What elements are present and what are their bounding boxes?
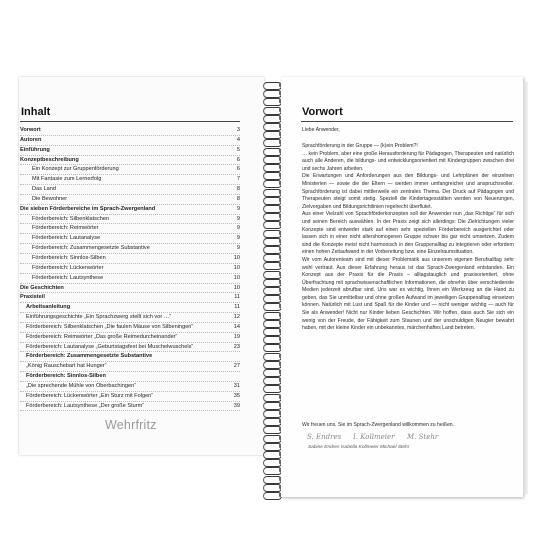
toc-entry-page: 10: [233, 264, 240, 271]
spiral-ring: [262, 426, 282, 433]
spiral-ring: [262, 344, 282, 351]
toc-entry: [20, 293, 240, 303]
spiral-ring: [262, 230, 282, 237]
spiral-ring: [262, 82, 282, 89]
spiral-ring: [262, 197, 282, 204]
toc-title: Inhalt: [21, 106, 51, 118]
toc-entry-label: Ein Konzept zur Gruppenförderung: [32, 166, 119, 173]
toc-entry: [20, 274, 240, 284]
toc-entry: [20, 362, 240, 372]
toc-entry: [20, 234, 240, 244]
toc-entry-label: Förderbereich: Reimwörter „Das große Reimedurcheinander“: [26, 333, 178, 340]
toc-entry-label: Förderbereich: Zusammengesetzte Substantive: [32, 245, 150, 252]
toc-entry-page: 14: [233, 323, 240, 330]
spiral-ring: [262, 459, 282, 466]
spiral-ring: [262, 320, 282, 327]
toc-entry: [20, 205, 240, 215]
spiral-ring: [262, 238, 282, 245]
toc-entry-page: 39: [233, 402, 240, 409]
toc-entry: [20, 392, 240, 402]
spiral-ring: [262, 435, 282, 442]
spiral-ring: [262, 476, 282, 483]
toc-entry-page: 10: [233, 274, 240, 281]
toc-entry-label: Einführung: [20, 146, 50, 153]
spiral-ring: [262, 394, 282, 401]
spiral-ring: [262, 443, 282, 450]
spiral-ring: [262, 385, 282, 392]
spiral-ring: [262, 213, 282, 220]
table-of-contents: [20, 126, 240, 411]
spiral-ring: [262, 402, 282, 409]
vorwort-paragraph: Wir vom Autorenteam sind mit dieser Problematik aus unserem eigenen Berufsalltag sehr wohl vertraut. Aus dieser Erfahrung heraus ist das Sprach-Zwergenland entstanden. Ein Konzept aus der Praxis für die Praxis – alltagstauglich und praxisorientiert, ohne Überfrachtung mit sprachwissenschaftlichen Informationen, die ohnehin über verschiedenste Medien jederzeit abrufbar sind. Uns war es wichtig, Ihnen ein Werkzeug an die Hand zu geben, das Sie unmittelbar und ohne großen Aufwand im jeweiligen Gruppenalltag einsetzen können. Natürlich mit Lust und Spaß für die Kinder und — nicht weniger wichtig — auch für Sie als Anwender! Nicht nur Kinder lieben Geschichten. Wir hoffen, dass auch Sie sich ein wenig von der Freude, der Fähigkeit zum Staunen und der unschuldigen Neugier bewahrt haben, mit der kleine Kinder ein unbekanntes, märchenhaftes Land betreten.: [302, 256, 514, 332]
toc-entry-page: 4: [236, 136, 240, 143]
toc-entry-label: Konzeptbeschreibung: [20, 156, 79, 163]
toc-entry: [20, 224, 240, 234]
closing-line: Wir freuen uns, Sie im Sprach-Zwergenland willkommen zu heißen.: [302, 422, 455, 428]
vorwort-paragraph: Aus einer Vielzahl von Sprachförderkonzepten soll der Anwender nun „das Richtige“ für sich und seinen Bereich auswählen. In der Praxis zeigt sich allerdings: Die Zielrichtungen vieler Konzepte sind entweder stark auf einen sehr speziellen Förderbereich ausgerichtet oder lassen sich in einer nicht altershomogenen Gruppe schwer bis gar nicht umsetzen. Zudem sind die Konzepte meist nicht harmonisch in den Gruppenalltag zu integrieren oder erfordern einen hohen Zeitaufwand in der Vorbereitung bzw. eine Einzelraumsituation.: [302, 211, 514, 256]
toc-entry-label: Praxisteil: [20, 294, 45, 301]
spiral-ring: [262, 148, 282, 155]
spiral-ring: [262, 328, 282, 335]
spiral-ring: [262, 115, 282, 122]
spiral-ring: [262, 271, 282, 278]
toc-entry-page: 9: [236, 245, 240, 252]
spiral-ring: [262, 287, 282, 294]
toc-entry-page: 11: [234, 294, 240, 301]
toc-entry-label: Arbeitsanleitung: [26, 304, 71, 311]
spiral-ring: [262, 98, 282, 105]
toc-entry: [20, 175, 240, 185]
spiral-ring: [262, 410, 282, 417]
toc-entry: [20, 215, 240, 225]
toc-entry: [20, 126, 240, 136]
spiral-ring: [262, 353, 282, 360]
spiral-ring: [262, 418, 282, 425]
spiral-ring: [262, 221, 282, 228]
toc-entry: [20, 352, 240, 362]
spiral-ring: [262, 312, 282, 319]
toc-entry: [20, 165, 240, 175]
toc-entry: [20, 254, 240, 264]
toc-entry-page: 3: [236, 127, 240, 133]
toc-entry-label: Förderbereich: Lautsynthese: [32, 274, 104, 281]
toc-divider: [20, 121, 240, 122]
toc-entry-page: 10: [233, 254, 240, 261]
toc-entry-page: 5: [236, 146, 240, 153]
spiral-ring: [262, 189, 282, 196]
signature: I. Kollmeier: [353, 433, 395, 441]
toc-entry-page: 9: [236, 235, 240, 242]
toc-entry-page: 31: [233, 382, 240, 389]
toc-entry: [20, 195, 240, 205]
signature: M. Stehr: [407, 433, 439, 441]
toc-entry-label: Mit Fantasie zum Lernerfolg: [32, 176, 102, 183]
toc-entry: [20, 323, 240, 333]
spiral-ring: [262, 467, 282, 474]
spiral-ring: [262, 246, 282, 253]
spiral-ring: [262, 361, 282, 368]
toc-entry-label: Autoren: [20, 136, 42, 143]
spiral-ring: [262, 90, 282, 97]
spiral-ring: [262, 451, 282, 458]
toc-entry: [20, 156, 240, 166]
toc-entry: [20, 146, 240, 156]
spiral-ring: [262, 336, 282, 343]
toc-entry-page: 10: [233, 284, 240, 291]
toc-entry-label: Förderbereich: Zusammengesetzte Substantive: [26, 353, 153, 360]
toc-entry: [20, 382, 240, 392]
vorwort-body: [302, 143, 514, 333]
spiral-ring: [262, 484, 282, 491]
toc-entry-page: 35: [233, 392, 240, 399]
toc-entry-page: 23: [233, 343, 240, 350]
toc-entry-label: Das Land: [32, 186, 56, 193]
toc-entry: [20, 303, 240, 313]
toc-entry-label: Förderbereich: Silbenklatschen: [32, 215, 110, 222]
toc-entry-label: Förderbereich: Sinnlos-Silben: [26, 373, 106, 380]
toc-entry-label: Förderbereich: Reimwörter: [32, 225, 99, 232]
signature-names: Sabine Endres Isabella Kollmeier Michael Stehr: [308, 445, 410, 450]
toc-entry-label: Förderbereich: Lautanalyse „Geburtstagsfest bei Muschelwuschels“: [26, 343, 194, 350]
toc-entry-page: 11: [234, 304, 240, 311]
publisher-logo: Wehrfritz: [105, 418, 157, 432]
toc-entry: [20, 333, 240, 343]
toc-entry-label: Förderbereich: Lückenwörter: [32, 264, 104, 271]
toc-entry: [20, 372, 240, 382]
spiral-ring: [262, 369, 282, 376]
vorwort-paragraph: Die Erwartungen und Anforderungen aus den Bildungs- und Lehrplänen der einzelnen Ministerien — sowie die der Eltern — werden immer umfangreicher und anspruchsvoller. Sprachförderung ist dabei mittlerweile ein zentrales Thema. Der Druck auf Pädagogen und Therapeuten steigt somit stetig. Speziell die Kindertagesstätten werden von Neuerungen, Zielvorgaben und Bildungsrichtlinien regelrecht überflutet.: [302, 173, 514, 210]
toc-entry-label: Einführungsgeschichte „Ein Sprachzwerg stellt sich vor …“: [26, 314, 172, 321]
toc-entry-page: 27: [233, 363, 240, 370]
spiral-ring: [262, 172, 282, 179]
toc-entry-page: 6: [236, 166, 240, 173]
spiral-ring: [262, 295, 282, 302]
toc-entry-page: 9: [236, 205, 240, 212]
toc-entry-label: Förderbereich: Silbenklatschen „Die faulen Mäuse von Silbeningen“: [26, 323, 194, 330]
spiral-ring: [262, 303, 282, 310]
toc-entry: [20, 313, 240, 323]
spiral-ring: [262, 205, 282, 212]
toc-entry-label: Die Bewohner: [32, 195, 68, 202]
spiral-ring: [262, 492, 282, 499]
handwritten-signatures: [307, 433, 477, 445]
vorwort-title: Vorwort: [302, 106, 343, 118]
toc-entry-label: Vorwort: [20, 127, 41, 133]
toc-entry: [20, 343, 240, 353]
toc-entry-page: 9: [236, 215, 240, 222]
toc-entry: [20, 264, 240, 274]
toc-entry-label: Die sieben Förderbereiche im Sprach-Zwergenland: [20, 205, 156, 212]
toc-entry-label: Förderbereich: Lautsynthese „Der große Sturm“: [26, 402, 145, 409]
spiral-ring: [262, 139, 282, 146]
greeting: Liebe Anwender,: [302, 127, 340, 133]
toc-entry: [20, 284, 240, 294]
toc-entry-page: 6: [236, 156, 240, 163]
spiral-ring: [262, 254, 282, 261]
toc-entry-page: 12: [233, 314, 240, 321]
spiral-ring: [262, 156, 282, 163]
toc-entry-label: Förderbereich: Lückenwörter „Ein Sturz mit Folgen“: [26, 392, 154, 399]
toc-entry-label: Förderbereich: Lautanalyse: [32, 235, 101, 242]
page-stack-edge: [523, 82, 528, 494]
toc-entry-page: 19: [233, 333, 240, 340]
toc-entry: [20, 136, 240, 146]
toc-entry: [20, 244, 240, 254]
toc-entry-page: 9: [236, 225, 240, 232]
spiral-ring: [262, 131, 282, 138]
toc-entry: [20, 185, 240, 195]
vorwort-paragraph: Sprachförderung in der Gruppe — (k)ein Problem?!: [302, 143, 418, 149]
spiral-ring: [262, 107, 282, 114]
toc-entry-label: „Die sprechende Mühle von Oberbachingen“: [26, 382, 137, 389]
vorwort-paragraph: … kein Problem, aber eine große Herausforderung für Pädagogen, Therapeuten und natürlich auch alle Anderen, die bildungs- und entwicklungsorientiert mit Kindergruppen zwischen drei und sechs Jahren arbeiten.: [302, 150, 514, 172]
toc-entry-label: Förderbereich: Sinnlos-Silben: [32, 254, 106, 261]
signature: S. Endres: [307, 433, 342, 441]
toc-entry-page: 7: [236, 176, 240, 183]
spiral-ring: [262, 279, 282, 286]
spiral-ring: [262, 180, 282, 187]
spiral-ring: [262, 123, 282, 130]
toc-entry: [20, 402, 240, 412]
spiral-ring: [262, 164, 282, 171]
toc-entry-label: Die Geschichten: [20, 284, 64, 291]
toc-entry-page: 8: [236, 195, 240, 202]
toc-entry-page: 8: [236, 186, 240, 193]
vorwort-divider: [301, 121, 513, 122]
toc-entry-label: „König Rauschebart hat Hunger“: [26, 363, 107, 370]
spiral-ring: [262, 262, 282, 269]
spiral-ring: [262, 377, 282, 384]
